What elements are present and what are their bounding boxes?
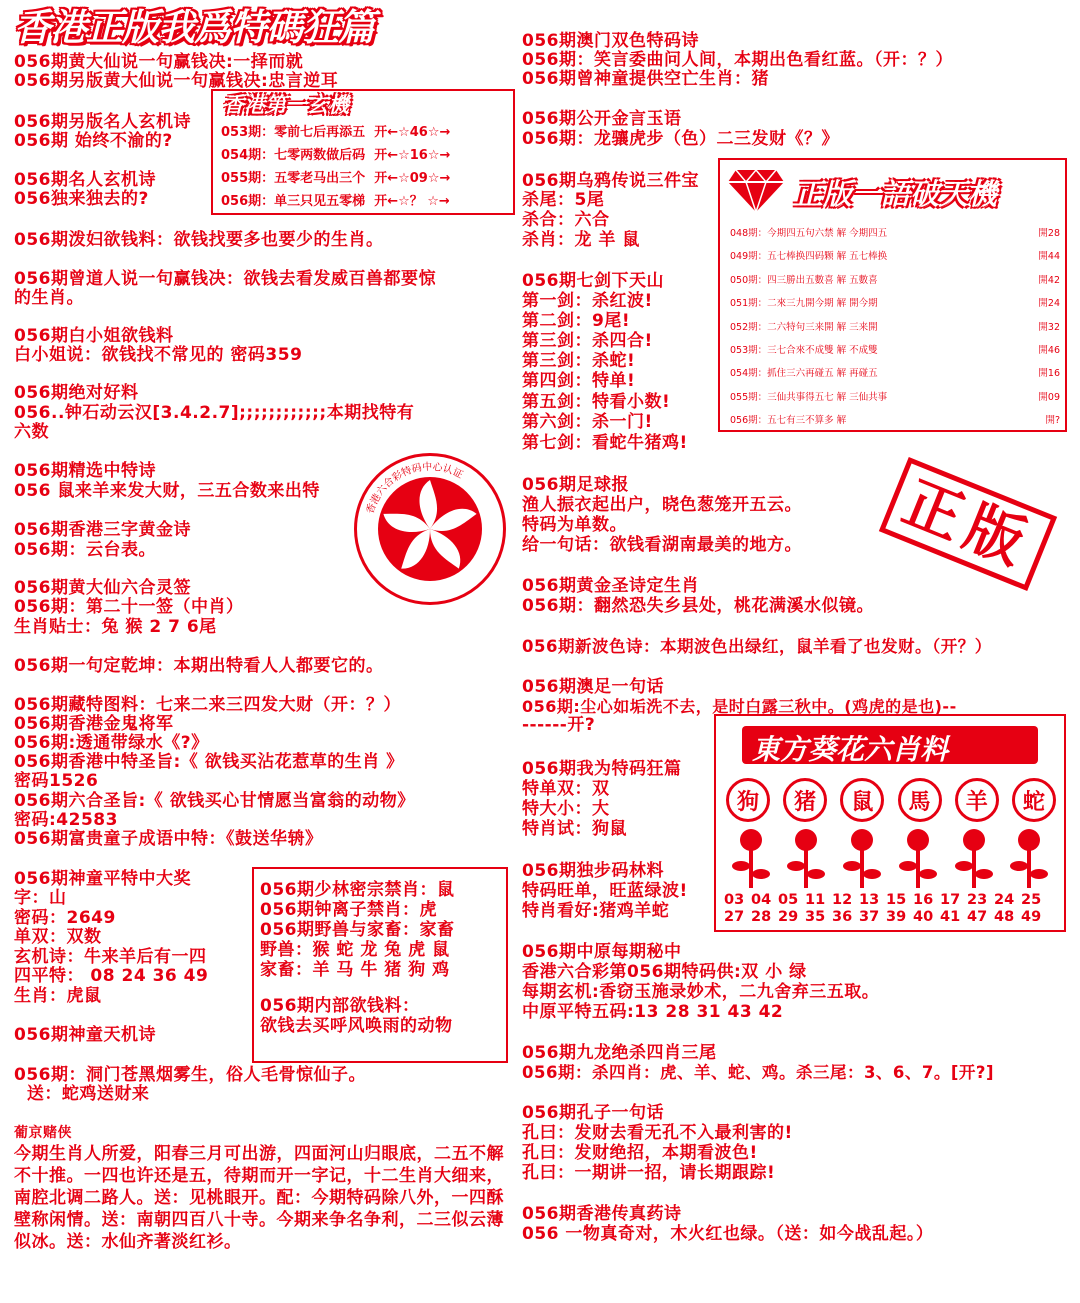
text-line: 056期六合圣旨:《 欲钱买心甘情愿当富翁的动物》 [14, 791, 415, 811]
text-line: 056期孔子一句话 [522, 1103, 664, 1123]
text-line: 056期曾神童提供空亡生肖：猪 [522, 69, 769, 89]
text-line: 送：蛇鸡送财来 [14, 1084, 150, 1104]
text-line: 056期精选中特诗 [14, 461, 156, 481]
yiyu-table [730, 222, 1060, 433]
text-line: 给一句话：欲钱看湖南最美的地方。 [522, 535, 802, 555]
text-line: 056期名人玄机诗 [14, 170, 156, 190]
number-cell: 12 [832, 892, 853, 908]
text-line: 家畜：羊 马 牛 猪 狗 鸡 [260, 960, 450, 980]
text-line: 056期另版黄大仙说一句赢钱决:忠言逆耳 [14, 71, 339, 91]
text-line: 野兽：猴 蛇 龙 兔 虎 鼠 [260, 940, 450, 960]
text-line: 056期黄金圣诗定生肖 [522, 576, 699, 596]
yiyu-row [730, 386, 1060, 409]
number-grid [724, 892, 1048, 926]
text-line: 056期香港中特圣旨:《 欲钱买沾花惹草的生肖 》 [14, 752, 404, 772]
text-line: 056..钟石动云汉[3.4.2.7];;;;;;;;;;;;本期找特有 [14, 403, 415, 423]
row-text: 049期：五七棒换四码颗 解 五七棒换 [730, 251, 888, 263]
text-line: 056期足球报 [522, 475, 629, 495]
text-line: 香港六合彩第056期特码供:双 小 绿 [522, 962, 807, 982]
yiyu-row [730, 409, 1060, 432]
row-text: 056期：五七有三不算多 解 [730, 415, 847, 427]
text-line: 杀合：六合 [522, 210, 610, 230]
number-cell: 13 [859, 892, 880, 908]
text-line: 056期一句定乾坤：本期出特看人人都要它的。 [14, 656, 384, 676]
zodiac-badge: 狗 [726, 778, 770, 822]
zodiac-badge: 蛇 [1012, 778, 1056, 822]
text-line: 056期九龙绝杀四肖三尾 [522, 1043, 717, 1063]
number-cell: 36 [832, 909, 853, 925]
text-line: 第七剑：看蛇牛猪鸡! [522, 433, 688, 453]
number-cell: 05 [778, 892, 799, 908]
text-line: 056期：杀四肖：虎、羊、蛇、鸡。杀三尾：3、6、7。[开?] [522, 1063, 995, 1082]
bauhinia-icon [357, 456, 503, 602]
row-result: 開44 [1038, 251, 1060, 263]
text-line: ------开? [522, 715, 596, 735]
number-cell: 41 [940, 909, 961, 925]
text-line: 056期澳门双色特码诗 [522, 31, 699, 51]
text-line: 056期钟离子禁肖：虎 [260, 900, 437, 920]
number-cell: 48 [994, 909, 1015, 925]
text-line: 056 一物真奇对，木火红也绿。（送：如今战乱起。） [522, 1224, 934, 1244]
number-cell: 24 [994, 892, 1015, 908]
number-cell: 28 [751, 909, 772, 925]
text-line: 的生肖。 [14, 288, 84, 308]
number-cell: 35 [805, 909, 826, 925]
text-line: 特码旺单，旺蓝绿波! [522, 881, 688, 901]
text-line: 056期黄大仙说一句赢钱决:一择而就 [14, 52, 304, 72]
text-line: 四平特： 08 24 36 49 [14, 966, 209, 986]
row-text: 050期：四三勝出五數喜 解 五數喜 [730, 274, 878, 286]
pujing-poem: 今期生肖人所爱，阳春三月可出游，四面河山归眼底，二五不解不十推。一四也许还是五，待期而开一字记，十二生肖大细来，南腔北调二路人。送：见桃眼开。配：今期特码除八外，一四酥壁称闲情。送：南朝四百八十寺。今期来争名争利，二三似云薄似冰。送：水仙齐著淡红衫。 [14, 1144, 504, 1252]
yiyu-row [730, 339, 1060, 362]
number-cell: 04 [751, 892, 772, 908]
sunflower-icon [732, 829, 1048, 888]
zodiac-badge: 馬 [898, 778, 942, 822]
text-line: 第四剑：特单! [522, 371, 636, 391]
text-line: 056期我为特码狂篇 [522, 759, 682, 779]
diamond-icon [726, 166, 786, 214]
text-line: 056期泼妇欲钱料：欲钱找要多也要少的生肖。 [14, 230, 384, 250]
yiyu-row [730, 292, 1060, 315]
row-result: 開24 [1038, 298, 1060, 310]
text-line: 056期藏特图料：七来二来三四发大财（开：？） [14, 695, 401, 715]
number-cell: 49 [1021, 909, 1042, 925]
xuanji-row: 054期：七零两数做后码 开←☆16☆→ [221, 148, 451, 163]
row-text: 052期：二六特句三来開 解 三来開 [730, 321, 878, 333]
text-line: 特大小：大 [522, 799, 610, 819]
zhengban-stamp: 正版 [879, 457, 1057, 591]
text-line: 生肖：虎鼠 [14, 986, 102, 1006]
text-line: 中原平特五码:13 28 31 43 42 [522, 1002, 784, 1022]
text-line: 056期香港传真药诗 [522, 1204, 682, 1224]
text-line: 特码为单数。 [522, 515, 627, 535]
text-line: 056期中原每期秘中 [522, 942, 682, 962]
xuanji-box [211, 89, 515, 215]
text-line: 056期野兽与家畜：家畜 [260, 920, 455, 940]
text-line: 密码:42583 [14, 810, 118, 830]
row-text: 048期：今期四五句六禁 解 今期四五 [730, 228, 888, 239]
text-line: 每期玄机:香窃玉施录妙术，二九舍弃三五取。 [522, 982, 880, 1002]
number-cell: 25 [1021, 892, 1042, 908]
text-line: 第三剑：杀四合! [522, 331, 653, 351]
yiyu-row [730, 269, 1060, 292]
text-line: 第五剑：特看小数! [522, 392, 671, 412]
row-result: 開? [1045, 415, 1060, 427]
text-line: 056期 始终不渝的? [14, 131, 173, 151]
row-result: 開46 [1038, 345, 1060, 357]
page-title: 香港正版我爲特碼狂篇 [14, 6, 374, 49]
text-line: 白小姐说：欲钱找不常见的 密码359 [14, 345, 303, 365]
text-line: 特肖看好:猪鸡羊蛇 [522, 901, 670, 921]
number-cell: 29 [778, 909, 799, 925]
text-line: 056期乌鸦传说三件宝 [522, 171, 699, 191]
text-line: 056期：洞门苍黑烟雾生，俗人毛骨惊仙子。 [14, 1065, 366, 1085]
text-line: 密码1526 [14, 771, 99, 791]
text-line: 056期：龙骧虎步（色）二三发财《？》 [522, 129, 839, 149]
text-line: 第三剑：杀蛇! [522, 351, 636, 371]
text-line: 杀肖：龙 羊 鼠 [522, 230, 640, 250]
number-cell: 27 [724, 909, 745, 925]
row-text: 051期：二來三九開今期 解 開今期 [730, 298, 878, 310]
number-cell: 40 [913, 909, 934, 925]
shaolin-box [252, 867, 508, 1063]
yiyu-row [730, 245, 1060, 268]
text-line: 孔曰：发财去看无孔不入最利害的! [522, 1123, 793, 1143]
text-line: 056期神童天机诗 [14, 1025, 156, 1045]
number-cell: 03 [724, 892, 745, 908]
row-result: 開32 [1038, 321, 1060, 333]
yiyu-row [730, 222, 1060, 245]
yiyu-heading: 正版一語破天機 [794, 177, 998, 211]
text-line: 056期:透通带绿水《?》 [14, 733, 209, 753]
text-line: 056期曾道人说一句赢钱决：欲钱去看发威百兽都要惊 [14, 269, 436, 289]
xuanji-row: 053期：零前七后再添五 开←☆46☆→ [221, 125, 451, 140]
text-line: 孔曰：发财绝招，本期看波色! [522, 1143, 758, 1163]
text-line: 056期：第二十一签（中肖） [14, 597, 244, 617]
row-result: 開28 [1038, 228, 1060, 239]
text-line: 056期神童平特中大奖 [14, 869, 191, 889]
number-cell: 15 [886, 892, 907, 908]
yiyu-box [718, 158, 1067, 432]
number-cell: 16 [913, 892, 934, 908]
text-line: 第一剑：杀红波! [522, 291, 653, 311]
number-cell: 37 [859, 909, 880, 925]
xuanji-row: 055期：五零老马出三个 开←☆09☆→ [221, 171, 451, 186]
pujing-heading: 葡京赌侠 [14, 1125, 72, 1141]
text-line: 056期香港三字黄金诗 [14, 520, 191, 540]
row-text: 055期：三仙共事得五七 解 三仙共事 [730, 391, 888, 403]
text-line: 056期七剑下天山 [522, 271, 664, 291]
dongfang-heading: 東方葵花六肖料 [752, 733, 949, 766]
yiyu-row [730, 316, 1060, 339]
text-line: 056 鼠来羊来发大财，三五合数来出特 [14, 481, 320, 501]
yiyu-row [730, 362, 1060, 385]
number-cell: 17 [940, 892, 961, 908]
text-line: 056期香港金鬼将军 [14, 714, 174, 734]
zodiac-badge: 鼠 [840, 778, 884, 822]
text-line: 欲钱去买呼风唤雨的动物 [260, 1016, 453, 1036]
text-line: 056期：云台表。 [14, 540, 156, 560]
text-line: 孔曰：一期讲一招，请长期跟踪! [522, 1163, 776, 1183]
text-line: 056期独步码林料 [522, 861, 664, 881]
row-text: 053期：三七合來不成雙 解 不成雙 [730, 345, 878, 357]
text-line: 第二剑：9尾! [522, 311, 631, 331]
text-line: 第六剑：杀一门! [522, 412, 653, 432]
row-text: 054期：抓住三六再碰五 解 再碰五 [730, 368, 878, 380]
dongfang-box [714, 714, 1066, 932]
text-line: 056独来独去的? [14, 189, 149, 209]
xuanji-row: 056期：单三只见五零梯 开←☆？ ☆→ [221, 194, 450, 209]
number-cell: 11 [805, 892, 826, 908]
text-line: 056期新波色诗：本期波色出绿红，鼠羊看了也发财。（开？） [522, 637, 992, 656]
number-cell: 39 [886, 909, 907, 925]
text-line: 056期：翻然恐失乡县处，桃花满溪水似镜。 [522, 596, 874, 616]
text-line: 字：山 [14, 888, 67, 908]
text-line: 056期白小姐欲钱料 [14, 326, 174, 346]
text-line: 六数 [14, 422, 49, 442]
text-line: 特单双：双 [522, 779, 610, 799]
bauhinia-seal [354, 453, 506, 605]
text-line: 056期：笑言委曲问人间，本期出色看红蓝。（开：？） [522, 50, 953, 70]
text-line: 056期澳足一句话 [522, 677, 664, 697]
row-result: 開42 [1038, 274, 1060, 286]
text-line: 特肖试：狗鼠 [522, 819, 627, 839]
row-result: 開09 [1038, 391, 1060, 403]
sunflower-row-icon [724, 828, 1056, 890]
text-line: 玄机诗：牛来羊后有一四 [14, 947, 207, 967]
text-line: 杀尾：5尾 [522, 190, 605, 210]
xuanji-heading: 香港第一玄機 [223, 93, 349, 117]
text-line: 单双：双数 [14, 927, 102, 947]
text-line: 056期:尘心如垢洗不去，是时白露三秋中。(鸡虎的是也)-- [522, 697, 957, 716]
row-result: 開16 [1038, 368, 1060, 380]
zodiac-row [726, 778, 1056, 822]
text-line: 056期黄大仙六合灵签 [14, 578, 191, 598]
text-line: 056期公开金言玉语 [522, 109, 682, 129]
number-cell: 23 [967, 892, 988, 908]
zodiac-badge: 羊 [955, 778, 999, 822]
seal-text: 香港六合彩特码中心认证 [365, 461, 465, 516]
text-line: 生肖贴士：兔 猴 2 7 6尾 [14, 617, 217, 637]
number-cell: 47 [967, 909, 988, 925]
text-line: 密码：2649 [14, 908, 116, 928]
text-line: 056期富贵童子成语中特：《鼓送华辀》 [14, 829, 323, 849]
text-line: 056期另版名人玄机诗 [14, 112, 191, 132]
text-line: 056期绝对好料 [14, 383, 139, 403]
zodiac-badge: 猪 [783, 778, 827, 822]
text-line: 056期内部欲钱料： [260, 996, 420, 1016]
text-line: 渔人振衣起出户，晓色葱笼开五云。 [522, 495, 802, 515]
text-line: 056期少林密宗禁肖：鼠 [260, 880, 455, 900]
